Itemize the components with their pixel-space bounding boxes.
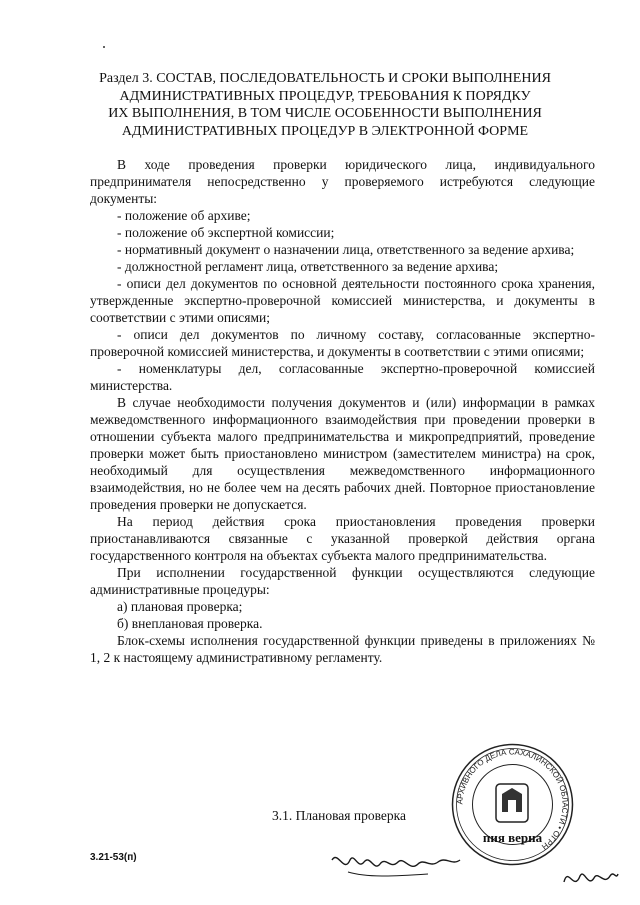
list-item: - номенклатуры дел, согласованные экспертно-проверочной комиссией министерства. [90, 361, 595, 393]
section-heading [60, 70, 590, 140]
heading-line-2: АДМИНИСТРАТИВНЫХ ПРОЦЕДУР, ТРЕБОВАНИЯ К ПОРЯДКУ [119, 88, 531, 104]
heading-line-4: АДМИНИСТРАТИВНЫХ ПРОЦЕДУР В ЭЛЕКТРОННОЙ ФОРМЕ [121, 123, 529, 139]
handwritten-signature-right [560, 862, 620, 901]
list-item: - положение об архиве; [117, 208, 251, 223]
handwritten-signature [328, 846, 478, 891]
paragraph-procedures: При исполнении государственной функции осуществляются следующие административные процедуры: [90, 565, 595, 597]
scan-speck [103, 46, 105, 48]
paragraph-suspension-period: На период действия срока приостановления проведения проверки приостанавливаются связанные с указанной проверкой действия органа государственного контроля на объектах субъекта малого предпринимательства. [90, 514, 595, 563]
list-item: - нормативный документ о назначении лица, ответственного за ведение архива; [117, 242, 575, 257]
list-item: - описи дел документов по личному составу, согласованные экспертно-проверочной комиссией министерства, и документы в соответствии с этими описями; [90, 327, 595, 359]
list-item: - положение об экспертной комиссии; [117, 225, 335, 240]
list-item: - должностной регламент лица, ответственного за ведение архива; [117, 259, 499, 274]
list-item: б) внеплановая проверка. [117, 616, 263, 631]
paragraph-suspension: В случае необходимости получения документов и (или) информации в рамках межведомственного информационного взаимодействия при проведении проверки в отношении субъекта малого предпринимательства и микропредприятий, проведение проверки может быть приостановлено министром (заместителем министра) на срок, необходимый для осуществления межведомственного информационного взаимодействия, но не более чем на десять рабочих дней. Повторное приостановление проведения проверки не допускается. [90, 395, 595, 512]
subsection-title: 3.1. Плановая проверка [272, 808, 406, 823]
document-code: 3.21-53(п) [90, 852, 137, 863]
paragraph-intro: В ходе проведения проверки юридического лица, индивидуального предпринимателя непосредственно у проверяемого истребуются следующие документы: [90, 157, 595, 206]
seal-ring-text: АРХИВНОГО ДЕЛА САХАЛИНСКОЙ ОБЛАСТИ • ОГРН [455, 747, 570, 852]
heading-line-3: ИХ ВЫПОЛНЕНИЯ, В ТОМ ЧИСЛЕ ОСОБЕННОСТИ ВЫПОЛНЕНИЯ [108, 106, 542, 121]
seal-overlay-text: пия верна [482, 830, 543, 845]
paragraph-flowcharts: Блок-схемы исполнения государственной функции приведены в приложениях № 1, 2 к настоящему административному регламенту. [90, 633, 595, 665]
list-item: - описи дел документов по основной деятельности постоянного срока хранения, утвержденные экспертно-проверочной комиссией министерства, и документы в соответствии с этими описями; [90, 276, 595, 325]
document-body [90, 156, 595, 666]
list-item: а) плановая проверка; [117, 599, 243, 614]
heading-line-1: Раздел 3. СОСТАВ, ПОСЛЕДОВАТЕЛЬНОСТЬ И СРОКИ ВЫПОЛНЕНИЯ [99, 71, 551, 86]
